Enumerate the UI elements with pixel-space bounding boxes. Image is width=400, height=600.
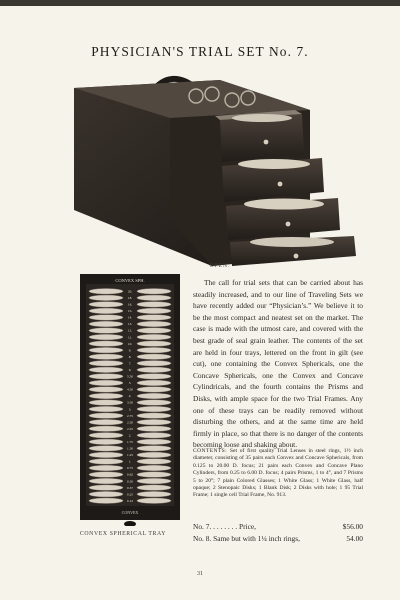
tray-lens-right (137, 328, 171, 333)
tray-lens-right (137, 446, 171, 451)
description-paragraph: The call for trial sets that can be carried about has steadily increased, and to our line of Traveling Sets we have recently added our “Physician’s.” We believe it to be the most compact and neatest set on the market. The case is made with the utmost care, and covered with the best grade of seal grain leather. The contents of the set are held in four trays, lettered on the front in gilt (see cut), one containing the Convex Sphericals, one the Concave Sphericals, one the Convex and Concave Cylindricals, and the fourth contains the Prisms and Disks, with ample space for the two Trial Frames. Any one of these trays can be readily removed without disturbing the others, and at the same time are held firmly in place, so that there is no danger of the contents becoming loose and shaking about. (193, 278, 363, 450)
tray-value-label: 0.37 (127, 485, 133, 490)
tray-lens-right (137, 400, 171, 405)
contents-label: CONTENTS: (193, 448, 228, 454)
tray-value-label: 3. (128, 407, 132, 412)
tray-lens-left (89, 393, 123, 398)
tray-lens-right (137, 413, 171, 418)
tray-lens-right (137, 341, 171, 346)
tray-lens-right (137, 498, 171, 503)
tray-lens-left (89, 465, 123, 470)
description-text (193, 277, 363, 451)
tray-lens-left (89, 459, 123, 464)
tray-lens-left (89, 315, 123, 320)
price-label: No. 8. Same but with 1¼ inch rings, (193, 534, 300, 543)
tray-lens-left (89, 347, 123, 352)
tray-lens-left (89, 374, 123, 379)
tray-lens-left (89, 321, 123, 326)
tray-label: CONVEX SPH. (115, 278, 145, 283)
tray-value-label: 1.25 (127, 453, 133, 458)
tray-lens-right (137, 302, 171, 307)
caption-open: OPEN. (209, 263, 231, 269)
tray-lens-left (89, 328, 123, 333)
tray-lens-right (137, 439, 171, 444)
tray-value-label: 4.50 (127, 387, 133, 392)
tray-lens-left (89, 334, 123, 339)
tray-drawing (80, 274, 180, 526)
tray-value-label: 0.50 (127, 479, 133, 484)
tray-lens-left (89, 308, 123, 313)
tray-lens-left (89, 446, 123, 451)
tray-lens-right (137, 374, 171, 379)
tray-lens-right (137, 367, 171, 372)
tray-lens-left (89, 439, 123, 444)
price-value: 54.00 (346, 534, 363, 543)
page-number: 31 (197, 571, 203, 577)
tray-value-label: 1.75 (127, 440, 133, 445)
tray-lens-left (89, 406, 123, 411)
tray-lens-left (89, 452, 123, 457)
tray-value-label: 13. (127, 322, 133, 327)
tray-lens-right (137, 347, 171, 352)
tray-lens-right (137, 485, 171, 490)
tray-lens-right (137, 387, 171, 392)
tray-value-label: 3.50 (127, 400, 133, 405)
tray-lens-left (89, 498, 123, 503)
tray-lens-right (137, 315, 171, 320)
tray-lens-left (89, 295, 123, 300)
price-value: $56.00 (342, 522, 363, 531)
tray-value-label: 0.75 (127, 466, 133, 471)
tray-lens-right (137, 308, 171, 313)
tray-lens-left (89, 478, 123, 483)
tray-lens-left (89, 472, 123, 477)
contents-text: Set of first quality Trial Lenses in steel rings, 1½ inch diameter, consisting of 35 pairs each Convex and Concave Sphericals, from 0.125 to 20.00 D. focus; 21 pairs each Convex and Concave Plano Cylinders, from 0.25 to 6.00 D. focus; 4 pairs Prisms, 1 to 4°, and 7 Prisms 5 to 20°; 7 plain Colored Glasses; 1 White Glass; 1 White Glass, half opaque; 2 Stenopaic Disks; 1 Blank Disk; 2 Disks with hole; 1 95 Trial Frame; 1 single cell Trial Frame, No. 913. (193, 448, 364, 499)
tray-lens-left (89, 354, 123, 359)
drawer-stack (215, 110, 356, 266)
page-top-edge (0, 0, 400, 6)
tray-lens-left (89, 341, 123, 346)
caption-tray: CONVEX SPHERICAL TRAY (79, 531, 167, 537)
tray-lens-right (137, 478, 171, 483)
tray-value-label: 10. (127, 341, 133, 346)
tray-footer: CONVEX (121, 510, 139, 515)
tray-value-label: 2. (128, 433, 132, 438)
tray-value-label: 11. (127, 335, 133, 340)
tray-value-label: 16. (127, 302, 133, 307)
tray-lens-right (137, 426, 171, 431)
tray-lens-left (89, 485, 123, 490)
tray-value-label: 14. (127, 315, 133, 320)
tray-value-label: 0.12 (127, 498, 133, 503)
tray-value-label: 1. (128, 459, 132, 464)
open-trial-case-illustration (70, 70, 360, 270)
tray-value-label: 12. (127, 328, 133, 333)
tray-value-label: 5. (128, 381, 132, 386)
tray-value-label: 20. (127, 289, 133, 294)
tray-lens-right (137, 472, 171, 477)
tray-lens-left (89, 289, 123, 294)
tray-value-label: 1.50 (127, 446, 133, 451)
tray-value-label: 0.62 (127, 472, 133, 477)
tray-lens-left (89, 413, 123, 418)
tray-lens-left (89, 380, 123, 385)
tray-lens-left (89, 387, 123, 392)
contents-list (193, 448, 363, 500)
tray-lens-right (137, 406, 171, 411)
tray-lens-right (137, 452, 171, 457)
tray-value-label: 0.25 (127, 492, 133, 497)
tray-value-label: 2.50 (127, 420, 133, 425)
tray-lens-right (137, 334, 171, 339)
tray-value-label: 15. (127, 309, 133, 314)
tray-lens-right (137, 380, 171, 385)
tray-value-label: 2.25 (127, 426, 133, 431)
tray-lens-right (137, 361, 171, 366)
tray-lens-left (89, 361, 123, 366)
tray-lens-left (89, 491, 123, 496)
tray-lens-left (89, 426, 123, 431)
tray-lens-right (137, 433, 171, 438)
tray-lens-right (137, 465, 171, 470)
tray-lens-right (137, 321, 171, 326)
tray-value-label: 18. (127, 296, 133, 301)
tray-value-label: 8. (128, 354, 132, 359)
tray-lens-right (137, 393, 171, 398)
convex-spherical-tray-illustration (80, 274, 180, 526)
tray-value-label: 9. (128, 348, 132, 353)
tray-lens-left (89, 433, 123, 438)
tray-lens-right (137, 491, 171, 496)
tray-lens-left (89, 419, 123, 424)
page-title: PHYSICIAN'S TRIAL SET No. 7. (91, 44, 309, 59)
tray-value-label: 6. (128, 368, 132, 373)
tray-lens-right (137, 419, 171, 424)
tray-lens-left (89, 400, 123, 405)
price-label: No. 7. . . . . . . . Price, (193, 522, 257, 531)
tray-value-label: 4. (128, 394, 132, 399)
tray-value-label: 2.75 (127, 413, 133, 418)
tray-lens-left (89, 367, 123, 372)
tray-lens-left (89, 302, 123, 307)
trial-case-drawing (70, 70, 360, 270)
tray-lens-right (137, 295, 171, 300)
tray-lens-right (137, 354, 171, 359)
tray-value-label: 5.50 (127, 374, 133, 379)
tray-lens-right (137, 289, 171, 294)
tray-value-label: 7. (128, 361, 132, 366)
tray-lens-right (137, 459, 171, 464)
